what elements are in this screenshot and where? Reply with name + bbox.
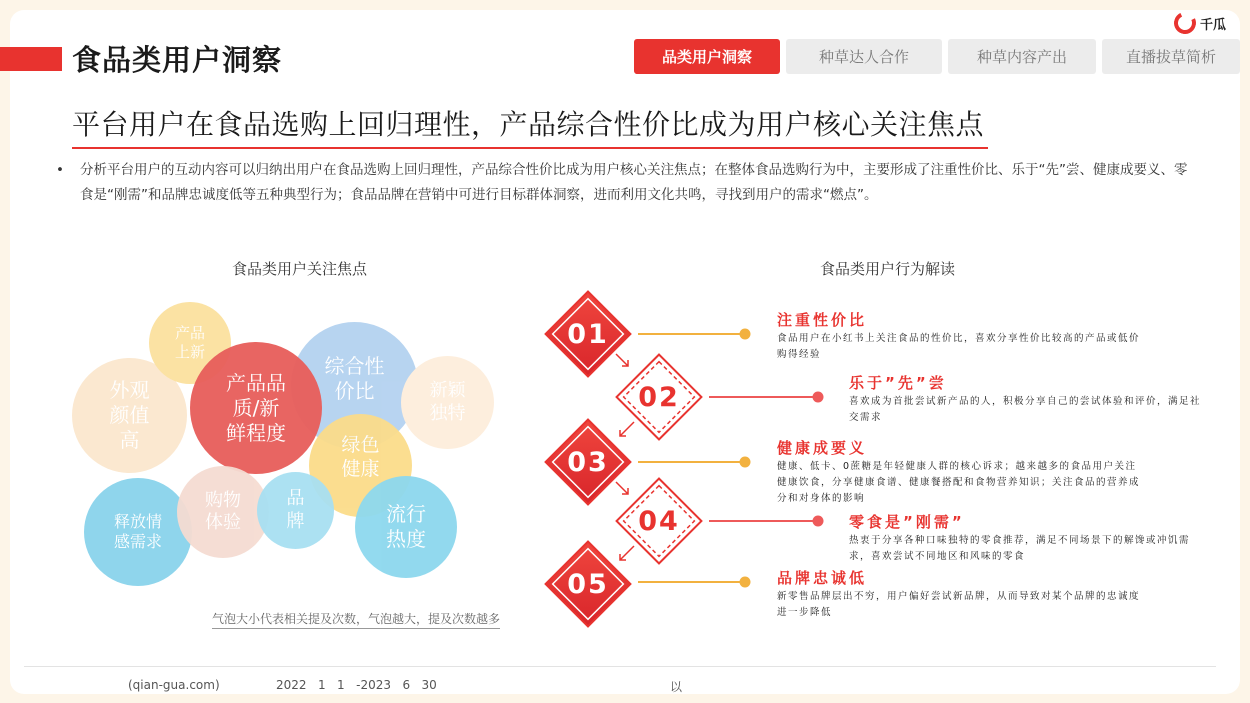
tab-livestream-analysis[interactable]: 直播拔草简析	[1102, 39, 1240, 74]
bubble-caption: 气泡大小代表相关提及次数，气泡越大，提及次数越多	[212, 610, 500, 629]
bubble-quality-freshness: 产品品 质/新 鲜程度	[190, 342, 322, 474]
behavior-title-02: 乐于”先”尝	[849, 374, 947, 392]
bubble-cost-performance: 综合性 价比	[291, 322, 418, 449]
connector-04	[709, 516, 824, 527]
tab-kol-cooperation[interactable]: 种草达人合作	[786, 39, 942, 74]
tab-content-production[interactable]: 种草内容产出	[948, 39, 1096, 74]
logo-text: 千瓜	[1199, 17, 1226, 33]
behavior-number-01: 01	[567, 318, 609, 350]
behavior-section-title: 食品类用户行为解读	[820, 260, 956, 278]
bubble-brand: 品 牌	[257, 472, 334, 549]
behavior-number-02: 02	[638, 381, 680, 413]
connector-03	[638, 457, 751, 468]
bubble-appearance: 外观 颜值 高	[72, 358, 187, 473]
behavior-title-05: 品牌忠诚低	[777, 569, 868, 587]
behavior-desc-05: 新零售品牌层出不穷，用户偏好尝试新品牌，从而导致对某个品牌的忠诚度进一步降低	[777, 591, 1141, 618]
bubble-green-health: 绿色 健康	[309, 414, 412, 517]
footer-date-range: 2022 1 1 -2023 6 30	[276, 678, 437, 692]
bubble-trend-popularity: 流行 热度	[355, 476, 457, 578]
footer-source: (qian-gua.com)	[128, 678, 220, 692]
bubble-emotional-release: 释放情 感需求	[84, 478, 192, 586]
behavior-desc-02: 喜欢成为首批尝试新产品的人，积极分享自己的尝试体验和评价，满足社交需求	[849, 396, 1202, 423]
behavior-number-03: 03	[567, 446, 609, 478]
footer-divider	[24, 666, 1216, 667]
bubble-new-products: 产品 上新	[149, 302, 231, 384]
description-text: • 分析平台用户的互动内容可以归纳出用户在食品选购上回归理性，产品综合性价比成为用户核心关注焦点；在整体食品选购行为中，主要形成了注重性价比、乐于“先”尝、健康成要义、零食是“刚需”和品牌忠诚度低等五种典型行为；食品品牌在营销中可进行目标群体洞察，进而利用文化共鸣，寻找到用户的需求“燃点”。	[56, 158, 1196, 208]
page-title: 食品类用户洞察	[72, 43, 283, 77]
footer-note: 以	[670, 680, 683, 694]
behavior-desc-04: 热衷于分享各种口味独特的零食推荐，满足不同场景下的解馋或冲饥需求，喜欢尝试不同地区和风味的零食	[849, 535, 1191, 562]
bubble-novelty: 新颖 独特	[401, 356, 494, 449]
behavior-desc-03: 健康、低卡、0蔗糖是年轻健康人群的核心诉求；越来越多的食品用户关注健康饮食，分享健康食谱、健康餐搭配和食物营养知识；关注食品的营养成分和对身体的影响	[777, 461, 1141, 504]
behavior-desc-01: 食品用户在小红书上关注食品的性价比，喜欢分享性价比较高的产品或低价购得经验	[777, 333, 1141, 360]
bubble-shopping-experience: 购物 体验	[177, 466, 269, 558]
behavior-title-01: 注重性价比	[777, 311, 868, 329]
headline: 平台用户在食品选购上回归理性，产品综合性价比成为用户核心关注焦点	[72, 103, 988, 149]
connector-05	[638, 577, 751, 588]
behavior-title-03: 健康成要义	[777, 439, 868, 457]
behavior-title-04: 零食是”刚需”	[849, 513, 965, 531]
bubble-section-title: 食品类用户关注焦点	[232, 260, 368, 278]
tab-category-user-insight[interactable]: 品类用户洞察	[634, 39, 780, 74]
connector-02	[709, 392, 824, 403]
behavior-number-04: 04	[638, 505, 680, 537]
connector-01	[638, 329, 751, 340]
behavior-number-05: 05	[567, 568, 609, 600]
